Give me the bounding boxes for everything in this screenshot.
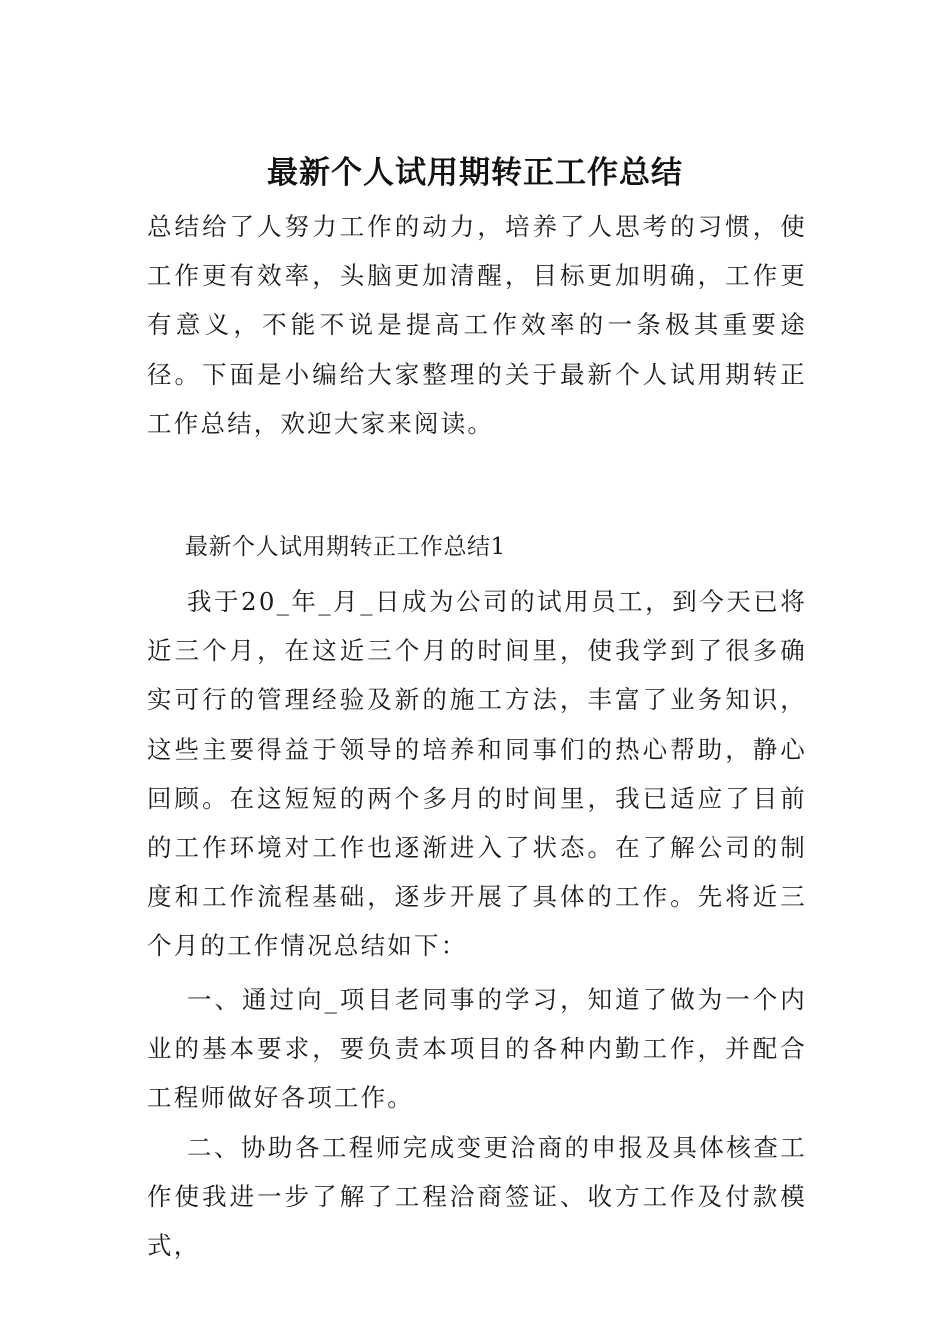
body-paragraph-2: 一、通过向_项目老同事的学习，知道了做为一个内业的基本要求，要负责本项目的各种内勤工作，并配合工程师做好各项工作。 [147, 985, 807, 1113]
intro-paragraph: 总结给了人努力工作的动力，培养了人思考的习惯，使工作更有效率，头脑更加清醒，目标更加明确，工作更有意义，不能不说是提高工作效率的一条极其重要途径。下面是小编给大家整理的关于最新个人试用期转正工作总结，欢迎大家来阅读。 [147, 212, 807, 438]
section-heading: 最新个人试用期转正工作总结1 [185, 534, 506, 560]
body-paragraph-3: 二、协助各工程师完成变更洽商的申报及具体核查工作使我进一步了解了工程洽商签证、收方工作及付款模式， [147, 1133, 807, 1261]
body-paragraph-1: 我于20_年_月_日成为公司的试用员工，到今天已将近三个月，在这近三个月的时间里，使我学到了很多确实可行的管理经验及新的施工方法，丰富了业务知识，这些主要得益于领导的培养和同事们的热心帮助，静心回顾。在这短短的两个多月的时间里，我已适应了目前的工作环境对工作也逐渐进入了状态。在了解公司的制度和工作流程基础，逐步开展了具体的工作。先将近三个月的工作情况总结如下： [147, 587, 807, 961]
document-title: 最新个人试用期转正工作总结 [267, 154, 683, 191]
